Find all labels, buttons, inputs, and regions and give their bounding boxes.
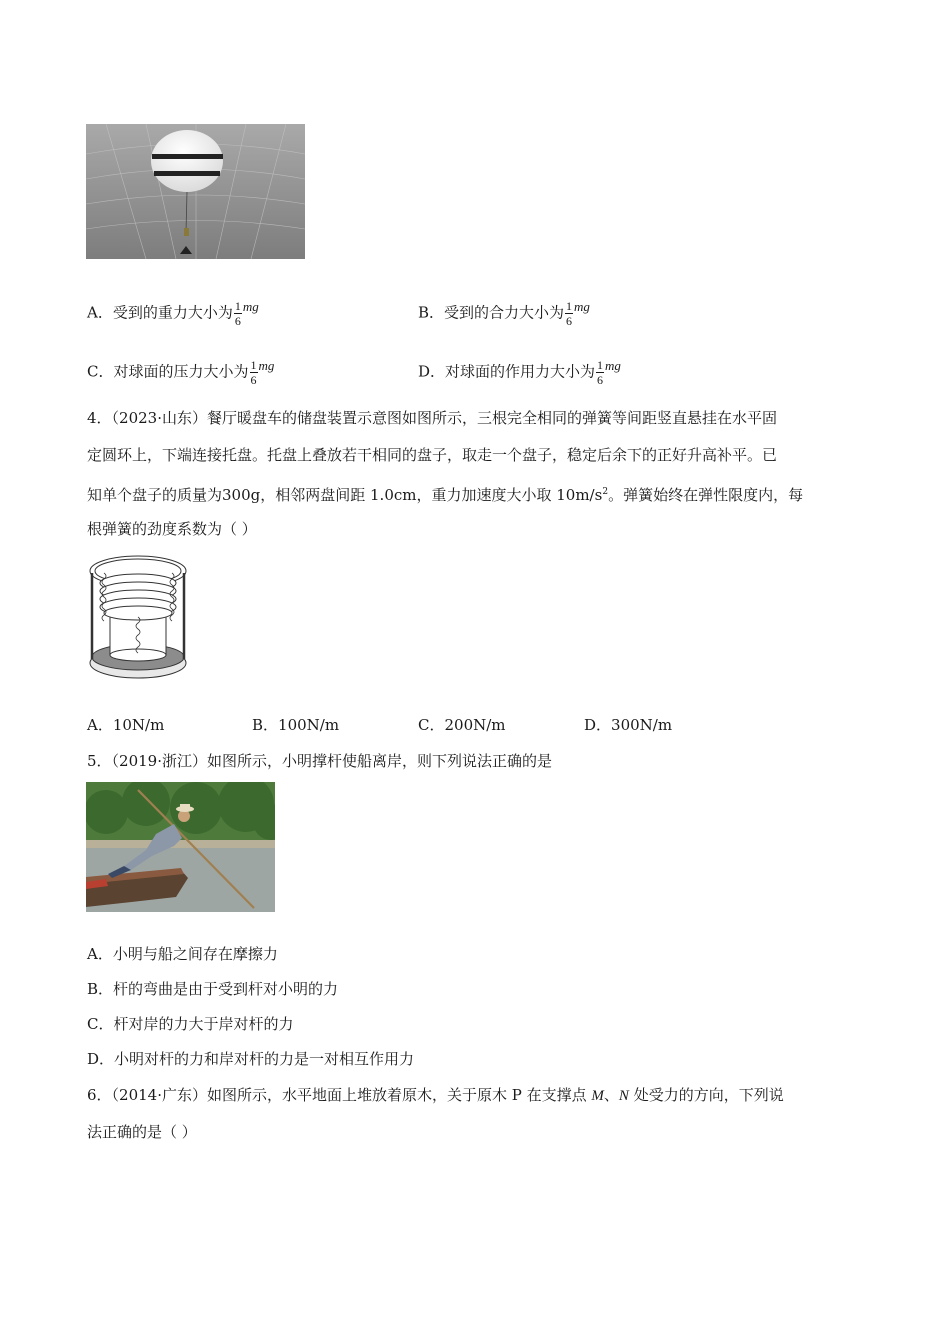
q4-stem-line4: 根弹簧的劲度系数为（ ） bbox=[87, 520, 257, 538]
q4-option-c: C．200N/m bbox=[418, 716, 506, 734]
plate-warmer-diagram bbox=[86, 551, 190, 689]
q3-option-c: C．对球面的压力大小为 $\frac{1}{6}$ mg bbox=[87, 357, 275, 387]
q6-stem-line1: 6．（2014·广东）如图所示，水平地面上堆放着原木，关于原木 P 在支撑点 M、N 处受力的方向，下列说 bbox=[87, 1086, 784, 1104]
q4-stem-line2: 定圆环上，下端连接托盘。托盘上叠放若干相同的盘子，取走一个盘子，稳定后余下的正好升高补平。已 bbox=[87, 446, 778, 464]
q5-option-c: C．杆对岸的力大于岸对杆的力 bbox=[87, 1015, 294, 1033]
q3-option-a: A．受到的重力大小为 $\frac{1}{6}$ mg bbox=[87, 298, 259, 328]
boat-pole-photo bbox=[86, 782, 275, 912]
q3-option-b: B．受到的合力大小为 $\frac{1}{6}$ mg bbox=[418, 298, 590, 328]
q5-option-b: B．杆的弯曲是由于受到杆对小明的力 bbox=[87, 980, 339, 998]
q3-option-d: D．对球面的作用力大小为 $\frac{1}{6}$ mg bbox=[418, 357, 621, 387]
q4-option-d: D．300N/m bbox=[584, 716, 673, 734]
q4-stem-line1: 4．（2023·山东）餐厅暖盘车的储盘装置示意图如图所示，三根完全相同的弹簧等间距竖直悬挂在水平固 bbox=[87, 409, 777, 427]
q6-stem-line2: 法正确的是（ ） bbox=[87, 1123, 197, 1141]
q5-stem: 5．（2019·浙江）如图所示，小明撑杆使船离岸，则下列说法正确的是 bbox=[87, 752, 552, 770]
q4-option-b: B．100N/m bbox=[252, 716, 340, 734]
q5-option-d: D．小明对杆的力和岸对杆的力是一对相互作用力 bbox=[87, 1050, 415, 1068]
balloon-photo bbox=[86, 124, 305, 259]
q4-option-a: A．10N/m bbox=[87, 716, 165, 734]
q4-stem-line3: 知单个盘子的质量为300g，相邻两盘间距 1.0cm，重力加速度大小取 $10m/s^2$。弹簧始终在弹性限度内，每 bbox=[87, 486, 804, 504]
q5-option-a: A．小明与船之间存在摩擦力 bbox=[87, 945, 278, 963]
